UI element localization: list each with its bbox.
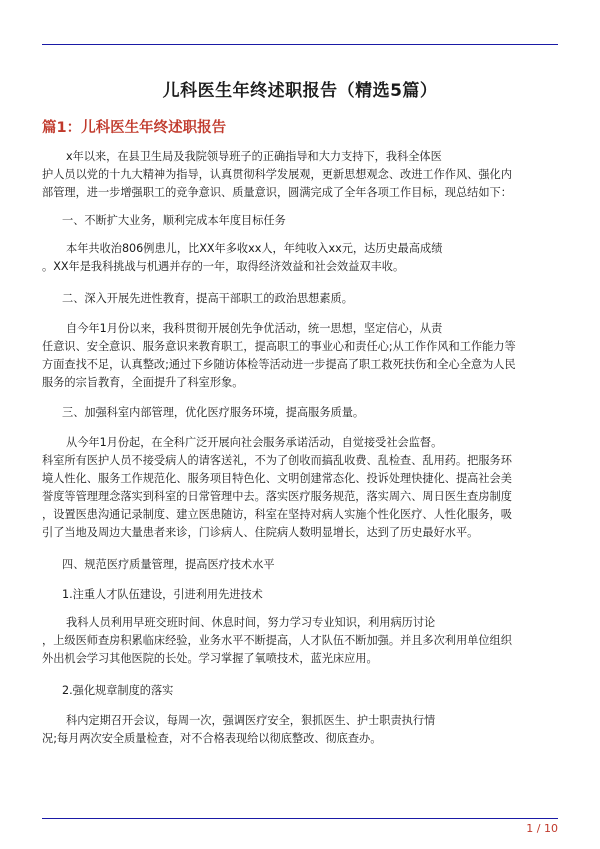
heading-3: 三、加强科室内部管理，优化医疗服务环境，提高服务质量。: [62, 406, 365, 419]
footer-rule: [42, 818, 558, 819]
heading-1: 一、不断扩大业务，顺利完成本年度目标任务: [62, 214, 286, 227]
page-indicator: 1 / 10: [526, 822, 558, 835]
heading-2: 二、深入开展先进性教育，提高干部职工的政治思想素质。: [62, 292, 353, 305]
paragraph-education: 自今年1月份以来，我科贯彻开展创先争优活动，统一思想，坚定信心，从责 任意识、安全意识、服务意识来教育职工，提高职工的事业心和责任心;从工作作风和工作能力等 方面查找不足，认真整改;通过下乡随访体检等活动进一步提高了职工救死扶伤和全心全意为人民 服务的宗旨教育，全面提升了科室形象。: [42, 322, 516, 389]
heading-5: 1.注重人才队伍建设，引进利用先进技术: [62, 588, 263, 601]
section-title: 篇1：儿科医生年终述职报告: [42, 120, 227, 136]
heading-4: 四、规范医疗质量管理，提高医疗技术水平: [62, 558, 275, 571]
paragraph-talent: 我科人员利用早班交班时间、休息时间，努力学习专业知识，利用病历讨论 ，上级医师查房积累临床经验，业务水平不断提高，人才队伍不断加强。并且多次利用单位组织 外出机会学习其他医院的长处。学习掌握了氧喷技术，蓝光床应用。: [42, 616, 512, 665]
paragraph-intro: x年以来，在县卫生局及我院领导班子的正确指导和大力支持下，我科全体医 护人员以党的十九大精神为指导，认真贯彻科学发展观，更新思想观念、改进工作作风、强化内 部管理，进一步增强职工的竞争意识、质量意识，圆满完成了全年各项工作目标，现总结如下：: [42, 150, 512, 199]
paragraph-business: 本年共收治806例患儿，比XX年多收xx人，年纯收入xx元，达历史最高成绩 。XX年是我科挑战与机遇并存的一年，取得经济效益和社会效益双丰收。: [42, 242, 443, 273]
header-rule: [42, 44, 558, 45]
document-title: 儿科医生年终述职报告（精选5篇）: [162, 81, 438, 101]
heading-6: 2.强化规章制度的落实: [62, 684, 174, 697]
paragraph-rules: 科内定期召开会议，每周一次，强调医疗安全，狠抓医生、护士职责执行情 况;每月两次安全质量检查，对不合格表现给以彻底整改、彻底查办。: [42, 714, 436, 745]
paragraph-management: 从今年1月份起，在全科广泛开展向社会服务承诺活动，自觉接受社会监督。 科室所有医护人员不接受病人的请客送礼，不为了创收而搞乱收费、乱检查、乱用药。把服务环 境人性化、服务工作规范化、服务项目特色化、文明创建常态化、投诉处理快捷化、提高社会美 誉度等管理理念落实到科室的日常管理中去。落实医疗服务规范，落实周六、周日医生查房制度 ，设置医患沟通记录制度、建立医患随访，科室在坚持对病人实施个性化医疗、人性化服务，吸 引了当地及周边大量患者来诊，门诊病人、住院病人数明显增长，达到了历史最好水平。: [42, 436, 512, 539]
